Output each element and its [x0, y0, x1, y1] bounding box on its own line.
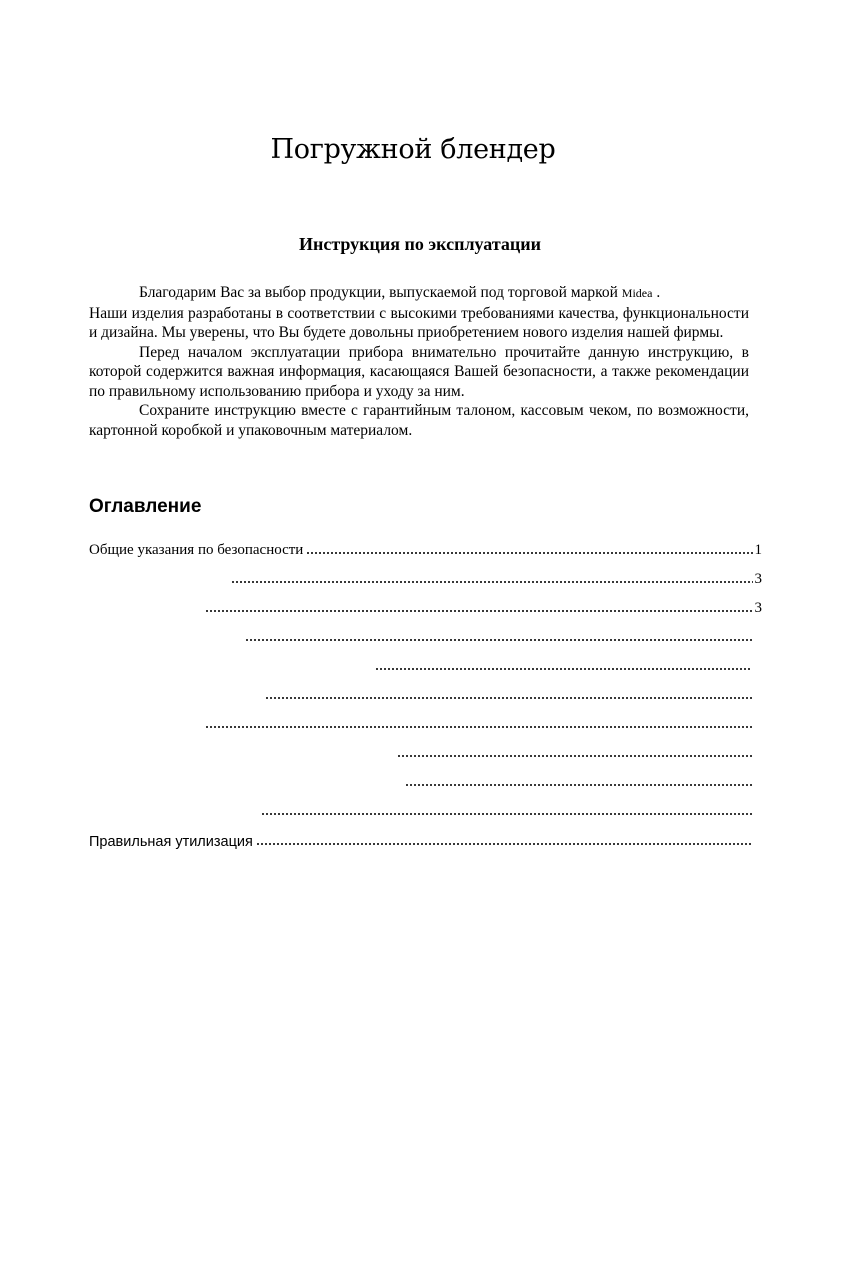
toc-entry-label: Общие указания по безопасности	[89, 542, 304, 558]
toc-dot-leader	[265, 695, 752, 700]
toc-dot-leader	[405, 782, 752, 787]
document-subtitle: Инструкция по эксплуатации	[298, 234, 542, 254]
toc-dot-leader	[397, 753, 752, 758]
toc-entry-8[interactable]	[394, 742, 752, 762]
intro-paragraph-1-continued: Наши изделия разработаны в соответствии с высокими требованиями качества, функциональности и дизайна. Мы уверены, что Вы будете довольны приобретением нового изделия нашей фирмы.	[89, 304, 749, 341]
toc-entry-page: 3	[754, 600, 762, 616]
intro-paragraph-2: Перед началом эксплуатации прибора внимательно прочитайте данную инструкцию, в которой содержится важная информация, касающаяся Вашей безопасности, а также рекомендации по правильному использованию прибора и уходу за ним.	[89, 343, 749, 400]
toc-entry-label: Правильная утилизация	[89, 834, 253, 850]
toc-entry-6[interactable]	[262, 684, 752, 704]
toc-entry-5[interactable]	[372, 655, 752, 675]
toc-entry-3[interactable]	[202, 597, 762, 617]
toc-dot-leader	[375, 666, 752, 671]
toc-dot-leader	[306, 550, 753, 555]
toc-entry-9[interactable]	[402, 771, 752, 791]
intro-text	[89, 283, 749, 440]
brand-name: Midea	[621, 286, 653, 300]
intro-paragraph-1	[89, 283, 749, 304]
toc-dot-leader	[256, 841, 752, 846]
toc-dot-leader	[261, 811, 752, 816]
toc-entry-page: 3	[754, 571, 762, 587]
toc-entry-4[interactable]	[242, 626, 752, 646]
toc-heading: Оглавление	[89, 496, 202, 517]
intro-paragraph-3: Сохраните инструкцию вместе с гарантийным талоном, кассовым чеком, по возможности, картонной коробкой и упаковочным материалом.	[89, 402, 749, 439]
toc-dot-leader	[205, 608, 753, 613]
document-title: Погружной блендер	[270, 134, 556, 165]
toc-dot-leader	[245, 637, 752, 642]
toc-entry-11[interactable]	[89, 830, 752, 850]
toc-dot-leader	[231, 579, 753, 584]
toc-entry-1[interactable]	[89, 539, 762, 559]
intro-paragraph-1-text: Благодарим Вас за выбор продукции, выпускаемой под торговой маркой	[139, 284, 622, 301]
toc-entry-7[interactable]	[202, 713, 752, 733]
toc-entry-page: 1	[754, 542, 762, 558]
intro-paragraph-1-punct: .	[652, 284, 661, 301]
toc-entry-2[interactable]	[228, 568, 762, 588]
toc-entry-10[interactable]	[258, 800, 752, 820]
toc-dot-leader	[205, 724, 752, 729]
